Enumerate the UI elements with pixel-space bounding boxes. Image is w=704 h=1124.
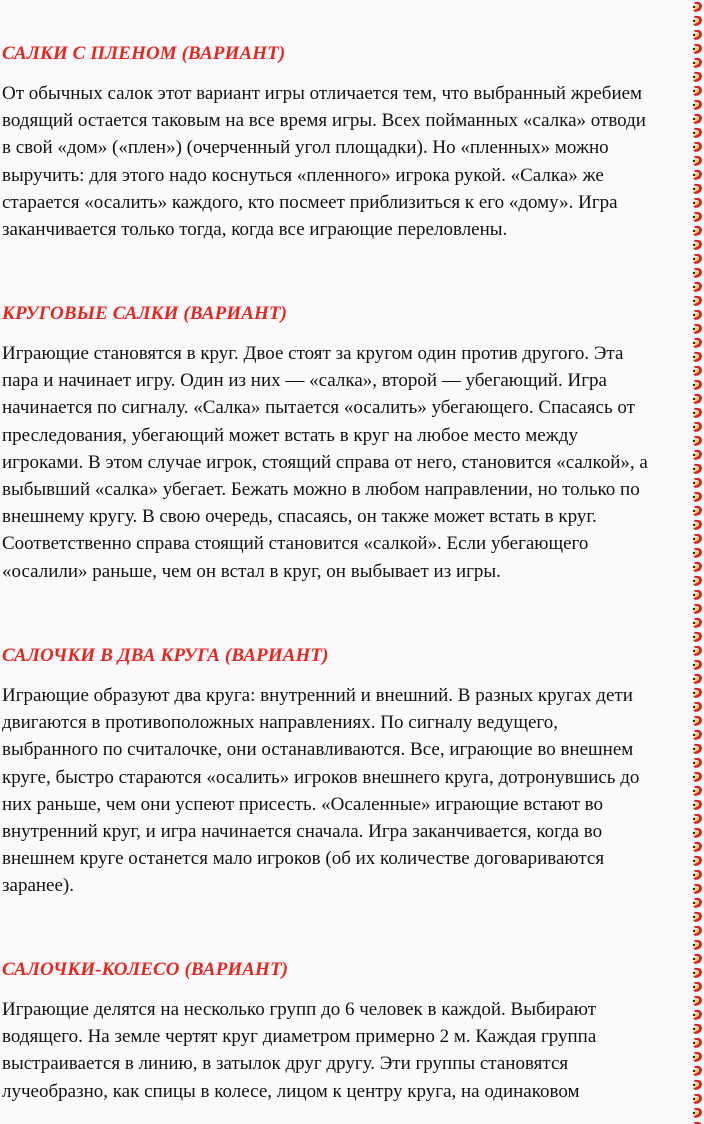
text-line: игроками. В этом случае игрок, стоящий справа от него, становится «салкой», а: [2, 451, 648, 473]
text-line: круге, быстро стараются «осалить» игроков внешнего круга, дотронувшись до: [2, 766, 640, 788]
text-line: Соответственно справа стоящий становится «салкой». Если убегающего: [2, 533, 589, 555]
text-line: них раньше, чем они успеют присесть. «Осаленные» играющие встают во: [2, 793, 603, 815]
text-line: Играющие делятся на несколько групп до 6 человек в каждой. Выбирают: [2, 999, 596, 1020]
section-salochki-koleso: [2, 956, 596, 1105]
section-paragraph: [2, 996, 596, 1105]
section-heading: САЛОЧКИ-КОЛЕСО (ВАРИАНТ): [2, 959, 289, 980]
section-salki-s-plenom: [2, 40, 646, 243]
text-line: водящий остается таковым на все время игры. Всех пойманных «салка» отводи: [2, 110, 646, 132]
section-heading: САЛОЧКИ В ДВА КРУГА (ВАРИАНТ): [2, 645, 329, 666]
text-line: водящего. На земле чертят круг диаметром примерно 2 м. Каждая группа: [2, 1026, 597, 1048]
text-line: Играющие образуют два круга: внутренний и внешний. В разных кругах дети: [2, 685, 633, 706]
text-line: начинается по сигналу. «Салка» пытается «осалить» убегающего. Спасаясь от: [2, 397, 635, 419]
section-krugovye-salki: [2, 300, 648, 585]
section-paragraph: [2, 682, 639, 900]
text-line: «осалили» раньше, чем он встал в круг, он выбывает из игры.: [2, 560, 501, 582]
section-paragraph: [2, 340, 648, 585]
decorative-border: [691, 0, 704, 1124]
text-line: заканчивается только тогда, когда все играющие переловлены.: [2, 219, 508, 241]
chain-border-pattern: [691, 0, 704, 1124]
section-salochki-v-dva-kruga: [2, 642, 639, 900]
text-line: в свой «дом» («плен») (очерченный угол площадки). Но «пленных» можно: [2, 137, 609, 159]
text-line: старается «осалить» каждого, кто посмеет приблизиться к его «дому». Игра: [2, 191, 618, 213]
section-heading: КРУГОВЫЕ САЛКИ (ВАРИАНТ): [2, 303, 288, 324]
section-heading: САЛКИ С ПЛЕНОМ (ВАРИАНТ): [2, 43, 286, 64]
text-line: заранее).: [2, 875, 74, 897]
text-line: внутренний круг, и игра начинается сначала. Игра заканчивается, когда во: [2, 821, 603, 843]
text-line: Играющие становятся в круг. Двое стоят за кругом один против другого. Эта: [2, 343, 624, 364]
text-line: выбывший «салка» убегает. Бежать можно в любом направлении, но только по: [2, 479, 640, 501]
text-line: внешнем круге останется мало игроков (об их количестве договариваются: [2, 848, 605, 870]
text-line: выбранного по считалочке, они останавливаются. Все, играющие во внешнем: [2, 739, 634, 761]
text-line: пара и начинает игру. Один из них — «салка», второй — убегающий. Игра: [2, 370, 607, 392]
text-line: лучеобразно, как спицы в колесе, лицом к центру круга, на одинаковом: [2, 1080, 580, 1102]
section-paragraph: [2, 80, 646, 243]
text-line: внешнему кругу. В свою очередь, спасаясь, он также может встать в круг.: [2, 506, 597, 528]
text-line: От обычных салок этот вариант игры отличается тем, что выбранный жребием: [2, 83, 643, 104]
text-line: выстраивается в линию, в затылок друг другу. Эти группы становятся: [2, 1053, 569, 1075]
text-line: двигаются в противоположных направлениях. По сигналу ведущего,: [2, 712, 558, 734]
text-line: преследования, убегающий может встать в круг на любое место между: [2, 424, 578, 446]
text-line: выручить: для этого надо коснуться «пленного» игрока рукой. «Салка» же: [2, 164, 604, 186]
